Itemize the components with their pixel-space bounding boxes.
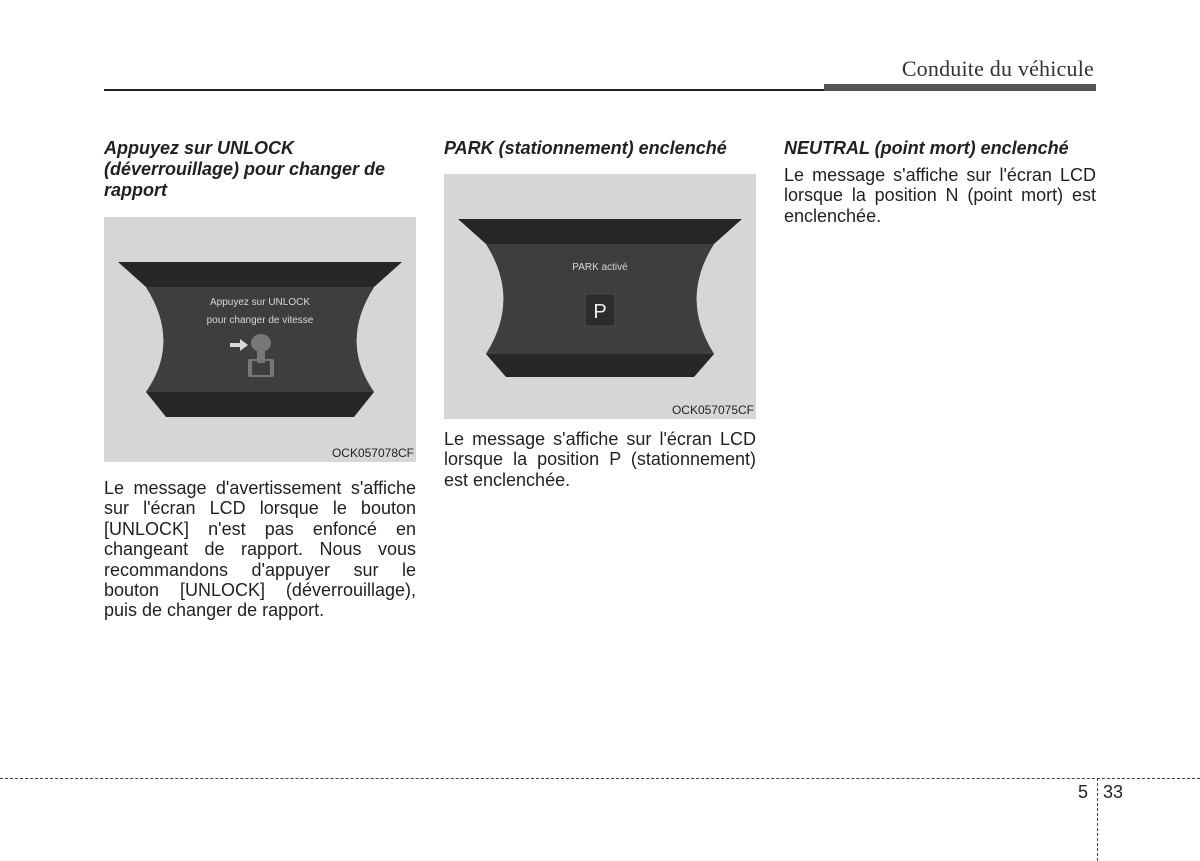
lcd-display-unlock <box>104 217 416 462</box>
lcd-message-line1: Appuyez sur UNLOCK <box>209 297 311 308</box>
header-rule-accent <box>824 84 1096 91</box>
body-neutral: Le message s'affiche sur l'écran LCD lorsque la position N (point mort) est enclenchée. <box>784 165 1096 226</box>
footer-divider <box>1097 778 1098 861</box>
body-park: Le message s'affiche sur l'écran LCD lorsque la position P (stationnement) est enclenchée. <box>444 429 756 490</box>
figure-unlock <box>104 217 416 462</box>
footer-rule <box>0 778 1200 779</box>
lcd-display-park <box>444 174 756 419</box>
gear-indicator-letter: P <box>593 301 607 323</box>
column-unlock <box>104 138 416 621</box>
heading-neutral: NEUTRAL (point mort) enclenché <box>784 138 1069 158</box>
figure-park <box>444 174 756 419</box>
heading-park: PARK (stationnement) enclenché <box>444 138 727 158</box>
header-rule <box>104 89 824 91</box>
column-park <box>444 138 756 490</box>
figure-code: OCK057075CF <box>671 403 754 417</box>
column-neutral <box>784 138 1096 226</box>
section-title: Conduite du véhicule <box>901 56 1094 81</box>
chapter-number: 5 <box>1078 782 1089 802</box>
heading-unlock: Appuyez sur UNLOCK (déverrouillage) pour changer de rapport <box>104 138 386 200</box>
lcd-message-park: PARK activé <box>572 262 628 273</box>
page-number: 33 <box>1103 782 1124 802</box>
body-unlock: Le message d'avertissement s'affiche sur l'écran LCD lorsque le bouton [UNLOCK] n'est pas enfoncé en changeant de rapport. Nous vous recommandons d'appuyer sur le bouton [UNLOCK] (déverrouillage), puis de changer de rapport. <box>104 478 416 621</box>
figure-code: OCK057078CF <box>331 446 414 460</box>
lcd-message-line2: pour changer de vitesse <box>206 315 314 326</box>
